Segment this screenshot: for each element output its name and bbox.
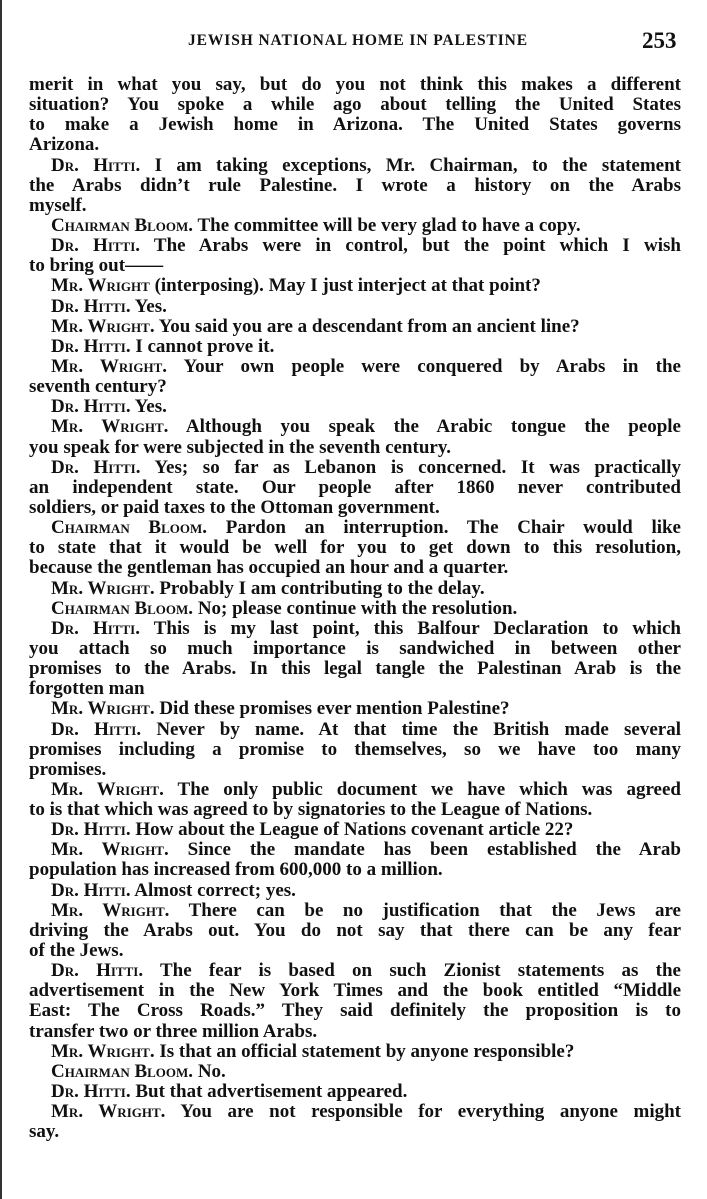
text-line	[29, 659, 681, 679]
text-line	[29, 95, 681, 115]
line-text: transfer two or three million Arabs.	[29, 1020, 318, 1042]
line-text: East: The Cross Roads.” They said definitely the proposition is to	[29, 1000, 681, 1022]
text-line	[29, 679, 681, 699]
speaker-name: Dr. Hitti.	[51, 295, 131, 317]
line-text: promises.	[29, 758, 107, 780]
speaker-name: Mr. Wright.	[51, 577, 155, 599]
line-text: But that advertisement appeared.	[130, 1081, 408, 1103]
speaker-name: Dr. Hitti.	[51, 617, 140, 639]
speaker-name: Dr. Hitti.	[51, 960, 144, 982]
text-line	[29, 579, 681, 599]
speaker-name: Mr. Wright.	[51, 416, 169, 438]
transcript-body	[29, 75, 681, 1142]
line-text: The Arabs were in control, but the point which I wish	[140, 235, 681, 257]
transcript-paragraph	[29, 236, 681, 276]
text-line	[29, 498, 681, 518]
text-line	[29, 860, 681, 880]
line-text: to is that which was agreed to by signatories to the League of Nations.	[29, 799, 593, 821]
transcript-paragraph	[29, 1082, 681, 1102]
line-text: Since the mandate has been established the Arab	[168, 839, 681, 861]
text-line	[29, 1062, 681, 1082]
line-text: say.	[29, 1121, 60, 1143]
line-text: myself.	[29, 194, 87, 216]
text-line	[29, 297, 681, 317]
text-line	[29, 538, 681, 558]
speaker-name: Chairman Bloom.	[51, 517, 208, 539]
line-text: You are not responsible for everything anyone might	[165, 1101, 681, 1123]
text-line	[29, 417, 681, 437]
text-line	[29, 881, 681, 901]
text-line	[29, 438, 681, 458]
line-text: forgotten man	[29, 678, 145, 700]
line-text: advertisement in the New York Times and the book entitled “Middle	[29, 980, 681, 1002]
line-text: the Arabs didn’t rule Palestine. I wrote a history on the Arabs	[29, 174, 681, 196]
text-line	[29, 317, 681, 337]
text-line	[29, 1122, 681, 1142]
speaker-name: Mr. Wright.	[51, 315, 155, 337]
transcript-paragraph	[29, 820, 681, 840]
text-line	[29, 135, 681, 155]
text-line	[29, 921, 681, 941]
line-text: How about the League of Nations covenant article 22?	[130, 819, 574, 841]
transcript-paragraph	[29, 961, 681, 1042]
line-text: Never by name. At that time the British made several	[141, 718, 681, 740]
line-text: Yes; so far as Lebanon is concerned. It was practically	[140, 456, 681, 478]
line-text: an independent state. Our people after 1860 never contributed	[29, 476, 681, 498]
text-line	[29, 1082, 681, 1102]
text-line	[29, 961, 681, 981]
transcript-paragraph	[29, 75, 681, 156]
running-title: JEWISH NATIONAL HOME IN PALESTINE	[187, 32, 529, 49]
transcript-paragraph	[29, 579, 681, 599]
speaker-name: Mr. Wright.	[51, 778, 164, 800]
text-line	[29, 720, 681, 740]
transcript-paragraph	[29, 1102, 681, 1142]
line-text: of the Jews.	[29, 940, 124, 962]
line-text: The committee will be very glad to have a copy.	[193, 214, 581, 236]
transcript-paragraph	[29, 357, 681, 397]
text-line	[29, 780, 681, 800]
line-text: There can be no justification that the Jews are	[169, 899, 681, 921]
line-text: I cannot prove it.	[130, 335, 275, 357]
text-line	[29, 216, 681, 236]
text-line	[29, 820, 681, 840]
line-text: population has increased from 600,000 to a million.	[29, 859, 443, 881]
text-line	[29, 458, 681, 478]
text-line	[29, 740, 681, 760]
line-text: No.	[193, 1060, 226, 1082]
line-text: promises including a promise to themselves, so we have too many	[29, 738, 681, 760]
transcript-paragraph	[29, 417, 681, 457]
text-line	[29, 115, 681, 135]
text-line	[29, 760, 681, 780]
speaker-name: Dr. Hitti.	[51, 879, 131, 901]
page-number: 253	[642, 28, 677, 53]
speaker-name: Mr. Wright.	[51, 355, 168, 377]
text-line	[29, 1042, 681, 1062]
speaker-name: Chairman Bloom.	[51, 214, 194, 236]
transcript-paragraph	[29, 840, 681, 880]
text-line	[29, 599, 681, 619]
text-line	[29, 337, 681, 357]
text-line	[29, 558, 681, 578]
text-line	[29, 1001, 681, 1021]
line-text: to state that it would be well for you to get down to this resolution,	[29, 537, 681, 559]
line-text: seventh century?	[29, 376, 167, 398]
line-text: Yes.	[130, 295, 167, 317]
text-line	[29, 1102, 681, 1122]
speaker-name: Dr. Hitti.	[51, 456, 141, 478]
transcript-paragraph	[29, 156, 681, 216]
speaker-name: Mr. Wright.	[51, 899, 170, 921]
speaker-name: Mr. Wright.	[51, 839, 169, 861]
text-line	[29, 256, 681, 276]
line-text: I am taking exceptions, Mr. Chairman, to the statement	[140, 154, 681, 176]
text-line	[29, 75, 681, 95]
speaker-name: Dr. Hitti.	[51, 335, 131, 357]
speaker-name: Mr. Wright.	[51, 698, 155, 720]
speaker-name: Dr. Hitti.	[51, 718, 142, 740]
line-text: Your own people were conquered by Arabs in the	[167, 355, 681, 377]
text-line	[29, 840, 681, 860]
transcript-paragraph	[29, 901, 681, 961]
text-line	[29, 236, 681, 256]
text-line	[29, 176, 681, 196]
line-text: This is my last point, this Balfour Declaration to which	[139, 617, 681, 639]
speaker-name: Chairman Bloom.	[51, 1060, 194, 1082]
page-header	[2, 30, 707, 56]
line-text: You said you are a descendant from an ancient line?	[154, 315, 580, 337]
line-text: you attach so much importance is sandwiched in between other	[29, 637, 681, 659]
line-text: to bring out——	[29, 255, 164, 277]
line-text: soldiers, or paid taxes to the Ottoman government.	[29, 496, 440, 518]
text-line	[29, 1022, 681, 1042]
text-line	[29, 156, 681, 176]
text-line	[29, 276, 681, 296]
line-text: to make a Jewish home in Arizona. The United States governs	[29, 114, 681, 136]
text-line	[29, 901, 681, 921]
transcript-paragraph	[29, 216, 681, 236]
line-text: situation? You spoke a while ago about telling the United States	[29, 94, 681, 116]
speaker-name: Dr. Hitti.	[51, 1081, 131, 1103]
line-text: Is that an official statement by anyone responsible?	[154, 1040, 575, 1062]
line-text: No; please continue with the resolution.	[193, 597, 518, 619]
text-line	[29, 518, 681, 538]
transcript-paragraph	[29, 337, 681, 357]
transcript-paragraph	[29, 297, 681, 317]
line-text: Pardon an interruption. The Chair would like	[207, 517, 681, 539]
line-text: Yes.	[130, 396, 167, 418]
transcript-paragraph	[29, 1042, 681, 1062]
speaker-name: Mr. Wright.	[51, 1040, 155, 1062]
line-text: you speak for were subjected in the seventh century.	[29, 436, 452, 458]
line-text: Almost correct; yes.	[130, 879, 296, 901]
transcript-paragraph	[29, 317, 681, 337]
text-line	[29, 639, 681, 659]
line-text: Although you speak the Arabic tongue the people	[168, 416, 681, 438]
line-text: The only public document we have which was agreed	[163, 778, 681, 800]
text-line	[29, 941, 681, 961]
line-text: Did these promises ever mention Palestine?	[154, 698, 510, 720]
line-text: driving the Arabs out. You do not say that there can be any fear	[29, 919, 681, 941]
speaker-name: Dr. Hitti.	[51, 396, 131, 418]
transcript-paragraph	[29, 397, 681, 417]
transcript-paragraph	[29, 720, 681, 780]
line-text: The fear is based on such Zionist statements as the	[143, 960, 681, 982]
line-text: Arizona.	[29, 134, 100, 156]
transcript-paragraph	[29, 699, 681, 719]
speaker-name: Mr. Wright	[51, 275, 150, 297]
text-line	[29, 981, 681, 1001]
line-text: because the gentleman has occupied an hour and a quarter.	[29, 557, 509, 579]
line-text: promises to the Arabs. In this legal tangle the Palestinan Arab is the	[29, 658, 681, 680]
speaker-name: Dr. Hitti.	[51, 819, 131, 841]
line-text: Probably I am contributing to the delay.	[154, 577, 485, 599]
speaker-name: Chairman Bloom.	[51, 597, 194, 619]
transcript-paragraph	[29, 1062, 681, 1082]
text-line	[29, 619, 681, 639]
transcript-paragraph	[29, 599, 681, 619]
text-line	[29, 196, 681, 216]
speaker-name: Dr. Hitti.	[51, 154, 141, 176]
text-line	[29, 478, 681, 498]
text-line	[29, 357, 681, 377]
transcript-paragraph	[29, 458, 681, 518]
transcript-paragraph	[29, 619, 681, 700]
speaker-name: Mr. Wright.	[51, 1101, 166, 1123]
line-text: merit in what you say, but do you not think this makes a different	[29, 74, 681, 95]
transcript-paragraph	[29, 518, 681, 578]
speaker-name: Dr. Hitti.	[51, 235, 141, 257]
text-line	[29, 397, 681, 417]
transcript-paragraph	[29, 780, 681, 820]
line-text: (interposing). May I just interject at that point?	[149, 275, 541, 297]
text-line	[29, 699, 681, 719]
text-line	[29, 377, 681, 397]
transcript-paragraph	[29, 276, 681, 296]
text-line	[29, 800, 681, 820]
transcript-paragraph	[29, 881, 681, 901]
